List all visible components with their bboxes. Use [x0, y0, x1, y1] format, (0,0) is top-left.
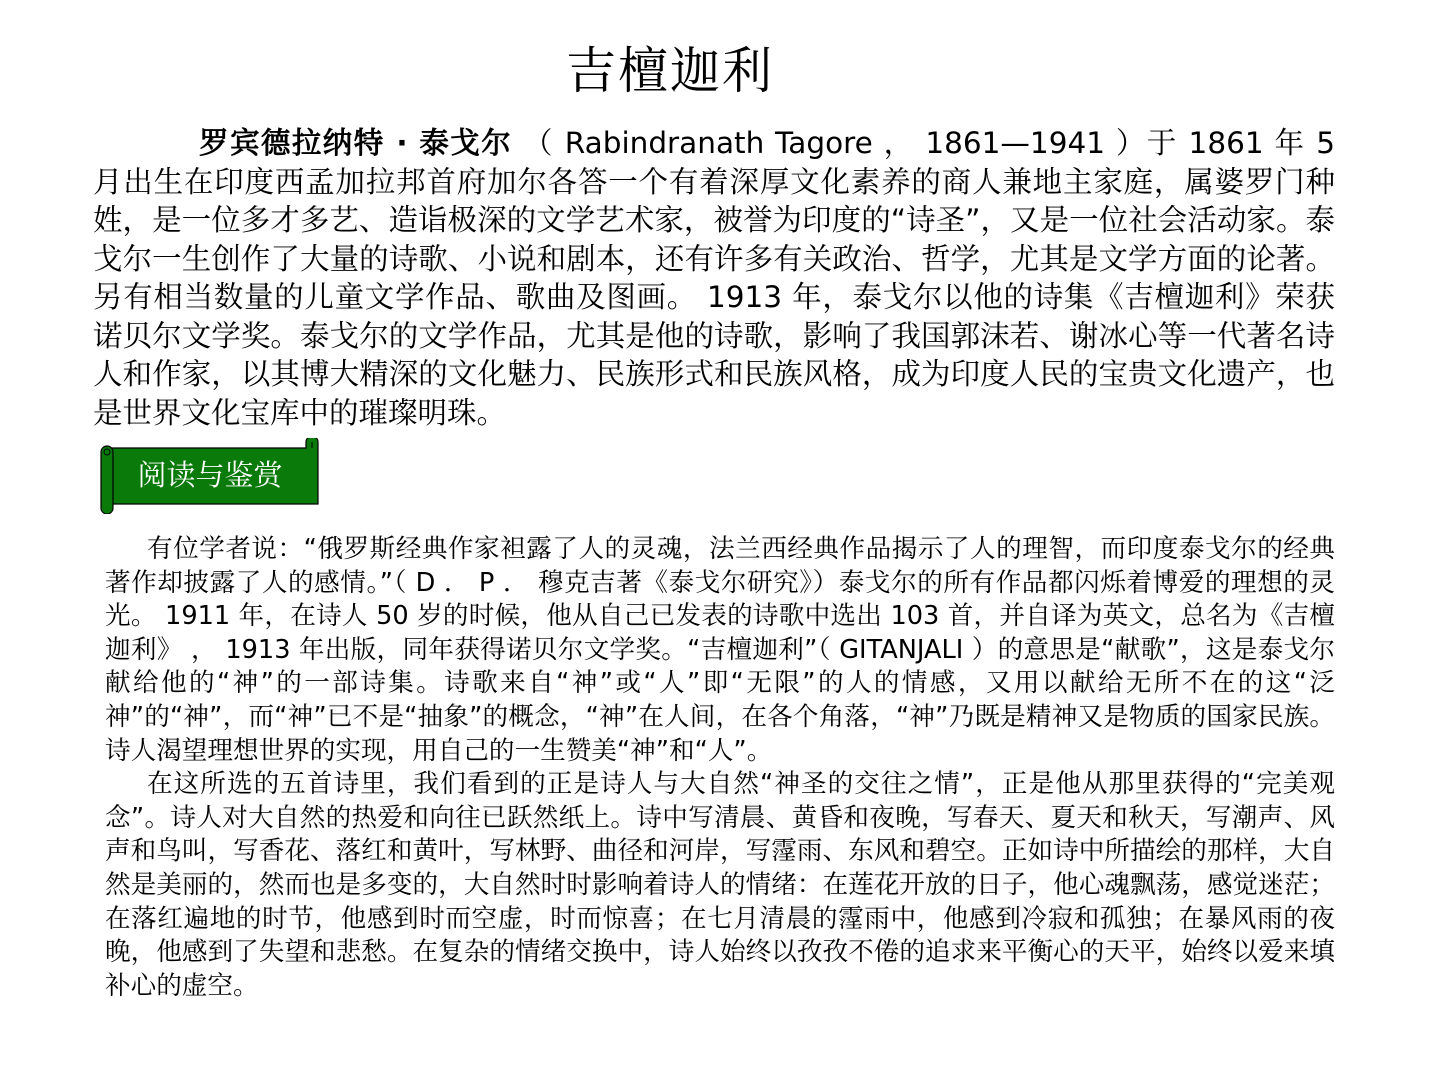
commentary-paragraph-1: 有位学者说：“俄罗斯经典作家袒露了人的灵魂，法兰西经典作品揭示了人的理智，而印度泰戈尔的经典著作却披露了人的感情。”（ D ． P ． 穆克吉著《泰戈尔研究》）泰戈尔的所有作品都闪烁着博爱的理想的灵光。 1911 年，在诗人 50 岁的时候，他从自己已发表的诗歌中选出 103 首，并自译为英文，总名为《吉檀迦利》 ， 1913 年出版，同年获得诺贝尔文学奖。“吉檀迦利”（ GITANJALI ）的意思是“献歌”，这是泰戈尔献给他的“神”的一部诗集。诗歌来自“神”或“人”即“无限”的人的情感，又用以献给无所不在的这“泛神”的“神”，而“神”已不是“抽象”的概念，“神”在人间，在各个角落，“神”乃既是精神又是物质的国家民族。诗人渴望理想世界的实现，用自己的一生赞美“神”和“人”。: [105, 534, 1335, 766]
reading-appreciation-label: 阅读与鉴赏: [137, 458, 283, 492]
commentary: [105, 533, 1335, 1003]
slide-title: 吉檀迦利: [566, 42, 774, 100]
reading-appreciation-button[interactable]: [100, 438, 320, 514]
author-intro-text: （ Rabindranath Tagore ， 1861—1941 ）于 1861 年 5 月出生在印度西孟加拉邦首府加尔各答一个有着深厚文化素养的商人兼地主家庭，属婆罗门种姓，是一位多才多艺、造诣极深的文学艺术家，被誉为印度的“诗圣”，又是一位社会活动家。泰戈尔一生创作了大量的诗歌、小说和剧本，还有许多有关政治、哲学，尤其是文学方面的论著。另有相当数量的儿童文学作品、歌曲及图画。 1913 年，泰戈尔以他的诗集《吉檀迦利》荣获诺贝尔文学奖。泰戈尔的文学作品，尤其是他的诗歌，影响了我国郭沫若、谢冰心等一代著名诗人和作家，以其博大精深的文化魅力、民族形式和民族风格，成为印度人民的宝贵文化遗产，也是世界文化宝库中的璀璨明珠。: [93, 126, 1335, 430]
commentary-paragraph-2: 在这所选的五首诗里，我们看到的正是诗人与大自然“神圣的交往之情”，正是他从那里获得的“完美观念”。诗人对大自然的热爱和向往已跃然纸上。诗中写清晨、黄昏和夜晚，写春天、夏天和秋天，写潮声、风声和鸟叫，写香花、落红和黄叶，写林野、曲径和河岸，写霪雨、东风和碧空。正如诗中所描绘的那样，大自然是美丽的，然而也是多变的，大自然时时影响着诗人的情绪：在莲花开放的日子，他心魂飘荡，感觉迷茫；在落红遍地的时节，他感到时而空虚，时而惊喜；在七月清晨的霪雨中，他感到冷寂和孤独；在暴风雨的夜晚，他感到了失望和悲愁。在复杂的情绪交换中，诗人始终以孜孜不倦的追求来平衡心的天平，始终以爱来填补心的虚空。: [105, 769, 1335, 1001]
author-intro: [93, 124, 1335, 432]
author-name: 罗宾德拉纳特 · 泰戈尔: [199, 126, 513, 160]
